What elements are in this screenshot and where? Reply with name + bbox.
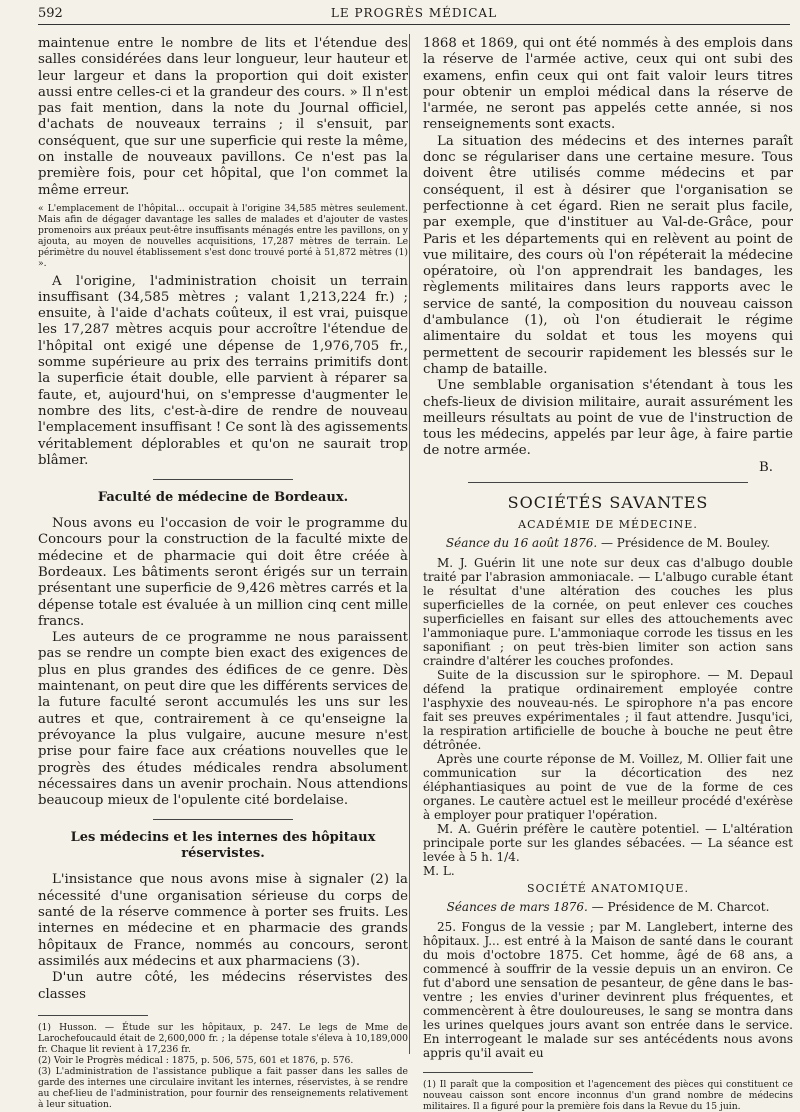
header-rule <box>38 24 790 25</box>
paragraph: Suite de la discussion sur le spirophore. — M. Depaul défend la pratique ordinairement employée contre l'asphyxie des nouveau-nés. Le spirophore n'a pas encore fait ses preuves expérimentales ; il faut attendre. Jusqu'ici, la respiration artificielle de bouche à bouche ne peut être détrônée. <box>423 668 793 753</box>
paragraph: M. A. Guérin préfère le cautère potentiel. — L'altération principale porte sur les glandes sébacées. — La séance est levée à 5 h. 1/4. <box>423 822 793 865</box>
footnote: (1) Husson. — Étude sur les hôpitaux, p. 247. Le legs de Mme de Larochefoucauld était de 2,600,000 fr. ; la dépense totale s'éleva à 10,189,000 fr. Chaque lit revient à 17,236 fr. <box>38 1021 408 1055</box>
section-heading: Les médecins et les internes des hôpitaux réservistes. <box>70 830 376 862</box>
signature: B. <box>759 459 773 475</box>
column-divider <box>409 34 410 1054</box>
journal-title: LE PROGRÈS MÉDICAL <box>330 6 498 20</box>
session-president: — Présidence de M. Charcot. <box>591 900 770 915</box>
paragraph: Les auteurs de ce programme ne nous paraissent pas se rendre un compte bien exact des exigences de plus en plus grandes des édifices de ce genre. Dès maintenant, on peut dire que les différents services de la future faculté seront accumulés les uns sur les autres et que, contrairement à ce qu'enseigne la prévoyance la plus vulgaire, aucune mesure n'est prise pour faire face aux créations nouvelles que le progrès des études médicales rendra absolument nécessaires dans un avenir prochain. Nous attendions beaucoup mieux de l'opulente cité bordelaise. <box>38 630 408 809</box>
signature: M. L. <box>423 864 455 879</box>
session-president: — Présidence de M. Bouley. <box>600 536 771 551</box>
footnote: (3) L'administration de l'assistance publique a fait passer dans les salles de garde des internes une circulaire invitant les internes, réservistes, à se rendre au chef-lieu de l'administration, pour fournir des renseignements relativement à leur situation. <box>38 1066 408 1111</box>
paragraph: maintenue entre le nombre de lits et l'étendue des salles considérées dans leur longueur, leur hauteur et leur largeur et dans la proportion qui doit exister aussi entre celles-ci et la grandeur des cours. » Il n'est pas fait mention, dans la note du Journal officiel, d'achats de nouveaux terrains ; il s'ensuit, par conséquent, que sur une superficie qui reste la même, on installe de nouveaux pavillons. Ce n'est pas la première fois, pour cet hôpital, que l'on commet la même erreur. <box>38 36 408 198</box>
paragraph: M. J. Guérin lit une note sur deux cas d'albugo double traité par l'abrasion ammoniacale. — L'albugo curable étant le résultat d'une altération des couches les plus superficielles de la cornée, on peut enlever ces couches superficielles en faisant sur elles des attouchements avec l'ammoniaque pure. L'ammoniaque corrode les tissus en les saponifiant ; on peut très-bien limiter son action sans craindre d'altérer les couches profondes. <box>423 556 793 669</box>
footnote: (2) Voir le Progrès médical : 1875, p. 506, 575, 601 et 1876, p. 576. <box>38 1055 354 1067</box>
section-heading: Faculté de médecine de Bordeaux. <box>97 490 349 506</box>
paragraph: Nous avons eu l'occasion de voir le programme du Concours pour la construction de la faculté mixte de médecine et de pharmacie qui doit être créée à Bordeaux. Les bâtiments seront érigés sur un terrain présentant une superficie de 9,426 mètres carrés et la dépense totale est évaluée à un million cinq cent mille francs. <box>38 516 408 629</box>
paragraph: L'insistance que nous avons mise à signaler (2) la nécessité d'une organisation sérieuse du corps de santé de la réserve commence à porter ses fruits. Les internes en médecine et en pharmacie des grands hôpitaux de France, nommés au concours, seront assimilés aux médecins et aux pharmaciens (3). <box>38 872 408 969</box>
page-header <box>38 6 790 22</box>
society-heading: ACADÉMIE DE MÉDECINE. <box>518 518 698 532</box>
footnote-rule <box>38 1015 148 1016</box>
page-number: 592 <box>38 6 63 21</box>
section-separator <box>153 479 293 480</box>
left-column <box>38 36 408 1111</box>
paragraph: La situation des médecins et des internes paraît donc se régulariser dans une certaine mesure. Tous doivent être utilisés comme médecins et par conséquent, il est à désirer que l'organisation se perfectionne à cet égard. Rien ne serait plus facile, par exemple, que d'instituer au Val-de-Grâce, pour Paris et les départements qui en relèvent au point de vue militaire, des cours où l'on répéterait la médecine opératoire, où l'on apprendrait les bandages, les règlements militaires dans leurs rapports avec le service de santé, la composition du nouveau caisson d'ambulance (1), où l'on étudierait le régime alimentaire du soldat et tous les moyens qui permettent de secourir rapidement les blessés sur le champ de bataille. <box>423 133 793 377</box>
session-date: Séance du 16 août 1876. <box>445 536 598 551</box>
footnote: (1) Il paraît que la composition et l'agencement des pièces qui constituent ce nouveau caisson sont encore inconnus d'un grand nombre de médecins militaires. Il a figuré pour la première fois dans la Revue du 15 juin. <box>423 1079 793 1112</box>
section-separator <box>468 482 748 483</box>
section-title: SOCIÉTÉS SAVANTES <box>507 493 709 513</box>
paragraph: 1868 et 1869, qui ont été nommés à des emplois dans la réserve de l'armée active, ceux qui ont subi des examens, enfin ceux qui ont fait valoir leurs titres pour obtenir un emploi médical dans la réserve de l'armée, ne seront pas appelés cette année, si nos renseignements sont exacts. <box>423 36 793 133</box>
paragraph: Après une courte réponse de M. Voillez, M. Ollier fait une communication sur la décortication des nez éléphantiasiques au point de vue de la forme de ces organes. Le cautère actuel est le meilleur procédé d'exérèse à employer pour pratiquer l'opération. <box>423 752 793 823</box>
paragraph: D'un autre côté, les médecins réservistes des classes <box>38 970 408 1002</box>
paragraph: 25. Fongus de la vessie ; par M. Langlebert, interne des hôpitaux. J... est entré à la Maison de santé dans le courant du mois d'octobre 1875. Cet homme, âgé de 68 ans, a commencé à souffrir de la vessie depuis un an environ. Ce fut d'abord une sensation de pesanteur, de gêne dans le bas-ventre ; les envies d'uriner devinrent plus fréquentes, et commencèrent à être douloureuses, le sang se montra dans les urines quelques jours avant son entrée dans le service. En interrogeant le malade sur ses antécédents nous avons appris qu'il avait eu <box>423 920 793 1061</box>
block-quote: « L'emplacement de l'hôpital... occupait à l'origine 34,585 mètres seulement. Mais afin de dégager davantage les salles de malades et d'ajouter de vastes promenoirs aux préaux peut-être insuffisants ménagés entre les pavillons, on y ajouta, au moyen de nouvelles acquisitions, 17,287 mètres de terrain. Le périmètre du nouvel établissement s'est donc trouvé porté à 51,872 mètres (1) ». <box>38 202 408 270</box>
right-column <box>423 36 793 1112</box>
session-date: Séances de mars 1876. <box>446 900 588 915</box>
paragraph: A l'origine, l'administration choisit un terrain insuffisant (34,585 mètres ; valant 1,213,224 fr.) ; ensuite, à l'aide d'achats coûteux, il est vrai, puisque les 17,287 mètres acquis pour accroître l'étendue de l'hôpital ont exigé une dépense de 1,976,705 fr., somme supérieure au prix des terrains primitifs dont la superficie était double, elle parvient à réparer sa faute, et, aujourd'hui, on s'empresse d'augmenter le nombre des lits, c'est-à-dire de rendre de nouveau l'emplacement insuffisant ! Ce sont là des agissements véritablement déplorables et qu'on ne saurait trop blâmer. <box>38 273 408 468</box>
session-line <box>423 536 793 550</box>
paragraph: Une semblable organisation s'étendant à tous les chefs-lieux de division militaire, aurait assurément les meilleurs résultats au point de vue de l'instruction de tous les médecins, appelés par leur âge, à faire partie de notre armée. <box>423 378 793 459</box>
footnote-rule <box>423 1072 533 1073</box>
society-heading: SOCIÉTÉ ANATOMIQUE. <box>527 882 689 896</box>
section-separator <box>153 819 293 820</box>
session-line <box>423 900 793 914</box>
